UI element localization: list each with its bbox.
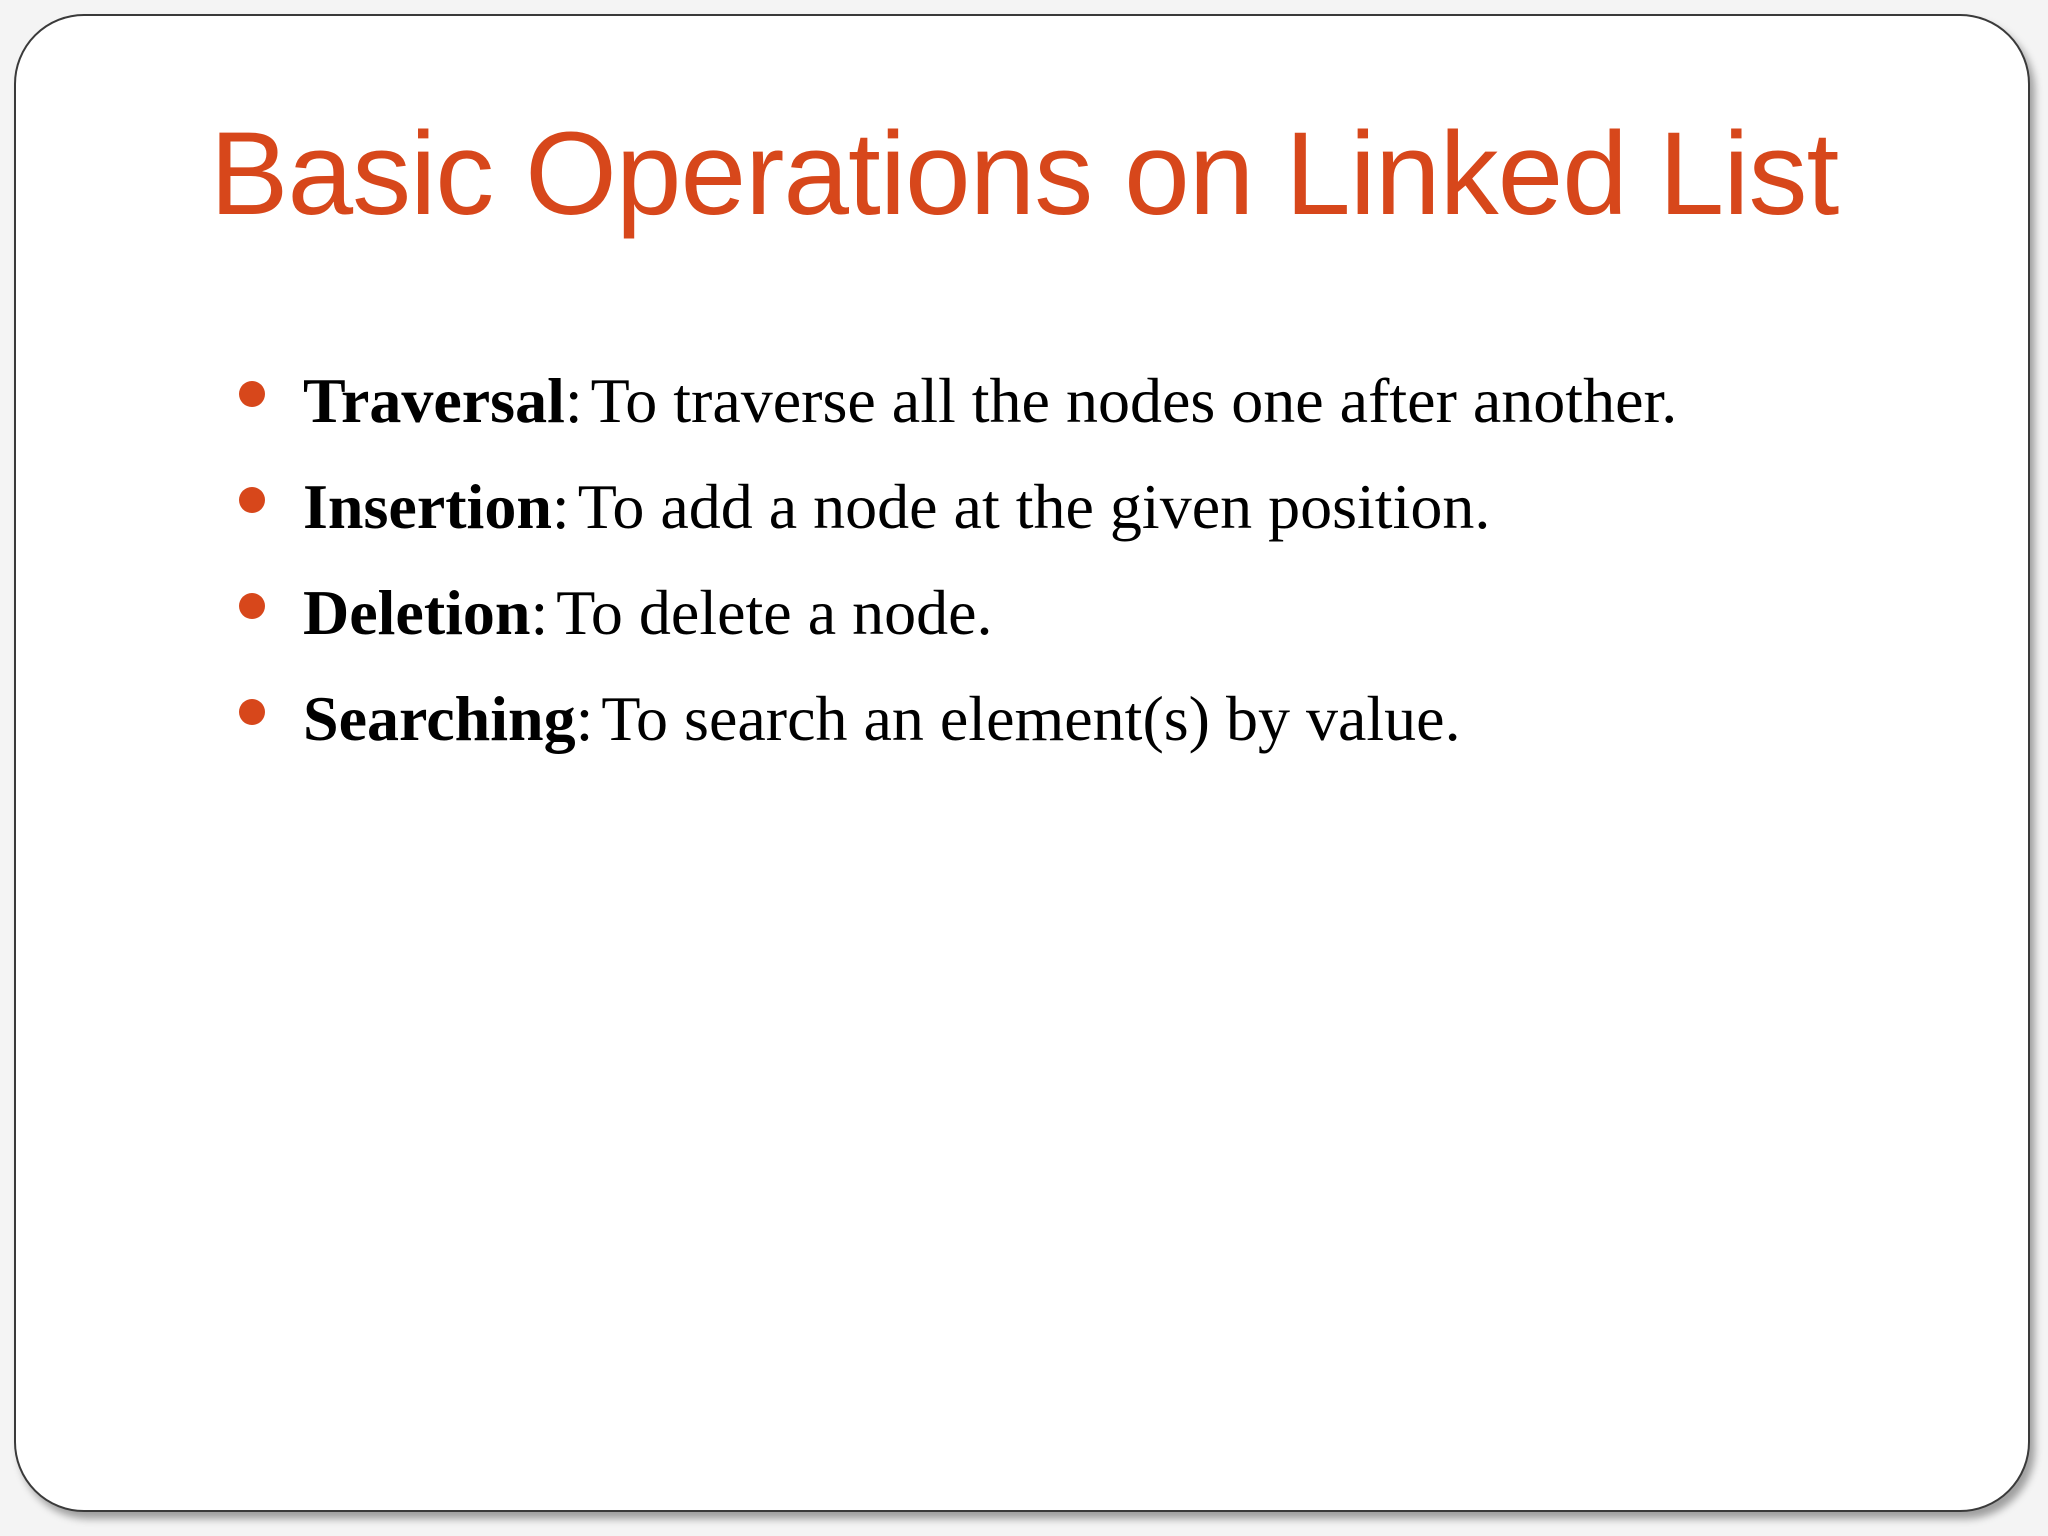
- bullet-separator: :: [530, 577, 549, 648]
- bullet-description: To delete a node.: [556, 577, 993, 648]
- bullet-item-searching: [231, 679, 1677, 785]
- bullet-item-deletion: [231, 573, 1677, 679]
- bullet-separator: :: [551, 471, 570, 542]
- bullet-description: To add a node at the given position.: [577, 471, 1491, 542]
- bullet-term: Insertion: [303, 471, 552, 542]
- bullet-term: Traversal: [303, 365, 565, 436]
- bullet-icon: [239, 381, 265, 407]
- bullet-item-insertion: [231, 467, 1677, 573]
- bullet-separator: :: [575, 683, 594, 754]
- bullet-term: Deletion: [303, 577, 531, 648]
- bullet-item-traversal: [231, 361, 1677, 467]
- slide-title: Basic Operations on Linked List: [209, 108, 1839, 240]
- bullet-icon: [239, 699, 265, 725]
- bullet-icon: [239, 593, 265, 619]
- slide-frame: [14, 14, 2030, 1512]
- bullet-separator: :: [564, 365, 583, 436]
- bullet-icon: [239, 487, 265, 513]
- bullet-term: Searching: [303, 683, 576, 754]
- bullet-description: To traverse all the nodes one after another.: [590, 365, 1678, 436]
- bullet-list: [231, 361, 1677, 785]
- bullet-description: To search an element(s) by value.: [601, 683, 1461, 754]
